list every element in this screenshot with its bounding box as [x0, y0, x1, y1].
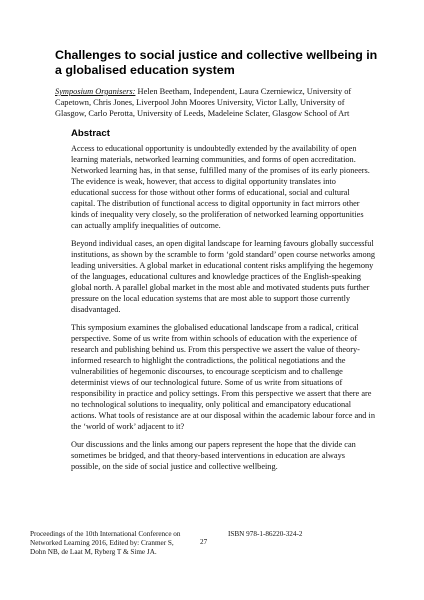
abstract-heading: Abstract — [71, 128, 110, 139]
footer-citation: Proceedings of the 10th International Conference on Networked Learning 2016, Edited by: Cranmer S, Dohn NB, de Laat M, Ryberg T & Sime JA. — [30, 530, 181, 557]
abstract-paragraph: Access to educational opportunity is undoubtedly extended by the availability of open learning materials, networked learning communities, and forms of open accreditation. Networked learning has, in that sense, fulfilled many of the promises of its early pioneers. The evidence is weak, however, that access to digital opportunity translates into educational success for those without other forms of educational, social and cultural capital. The distribution of functional access to digital opportunity in fact mirrors other kinds of inequality very closely, so the proliferation of networked learning opportunities can actually amplify inequalities of outcome. — [71, 144, 370, 230]
organisers-names: Helen Beetham, Independent, Laura Czerniewicz, University of Capetown, Chris Jones, Liverpool John Moores University, Victor Lally, University of Glasgow, Carlo Perotta, University of Leeds, Madeleine Sclater, Glasgow School of Art — [55, 87, 352, 119]
abstract-paragraph: Beyond individual cases, an open digital landscape for learning favours globally successful institutions, as shown by the scramble to form ‘gold standard’ open course networks among leading universities. A global market in educational content risks amplifying the hegemony of the languages, educational cultures and knowledge practices of the English-speaking global north. A parallel global market in the most able and motivated students puts further pressure on the local education systems that are most able to support those currently disadvantaged. — [71, 239, 376, 314]
organisers-label: Symposium Organisers: — [55, 87, 136, 96]
footer-isbn: ISBN 978-1-86220-324-2 — [228, 530, 303, 538]
symposium-organisers — [55, 86, 375, 120]
page-number: 27 — [200, 538, 208, 546]
paper-title: Challenges to social justice and collective wellbeing in a globalised education system — [55, 48, 378, 77]
abstract-paragraph: This symposium examines the globalised educational landscape from a radical, critical perspective. Some of us write from within schools of education with the experience of research and publishing behind us. From this perspective we assert the value of theory-informed research to highlight the contradictions, the political negotiations and the vulnerabilities of hegemonic discourses, to encourage scepticism and to challenge determinist views of our technological future. Some of us write from situations of responsibility in practice and policy settings. From this perspective we assert that there are no technological solutions to inequality, only political and emancipatory educational actions. What tools of resistance are at our disposal within the academic labour force and in the ‘world of work’ adjacent to it? — [71, 323, 375, 431]
abstract-body — [71, 143, 375, 479]
abstract-paragraph: Our discussions and the links among our papers represent the hope that the divide can sometimes be bridged, and that theory-based interventions in education are always possible, on the side of social justice and collective wellbeing. — [71, 440, 356, 471]
